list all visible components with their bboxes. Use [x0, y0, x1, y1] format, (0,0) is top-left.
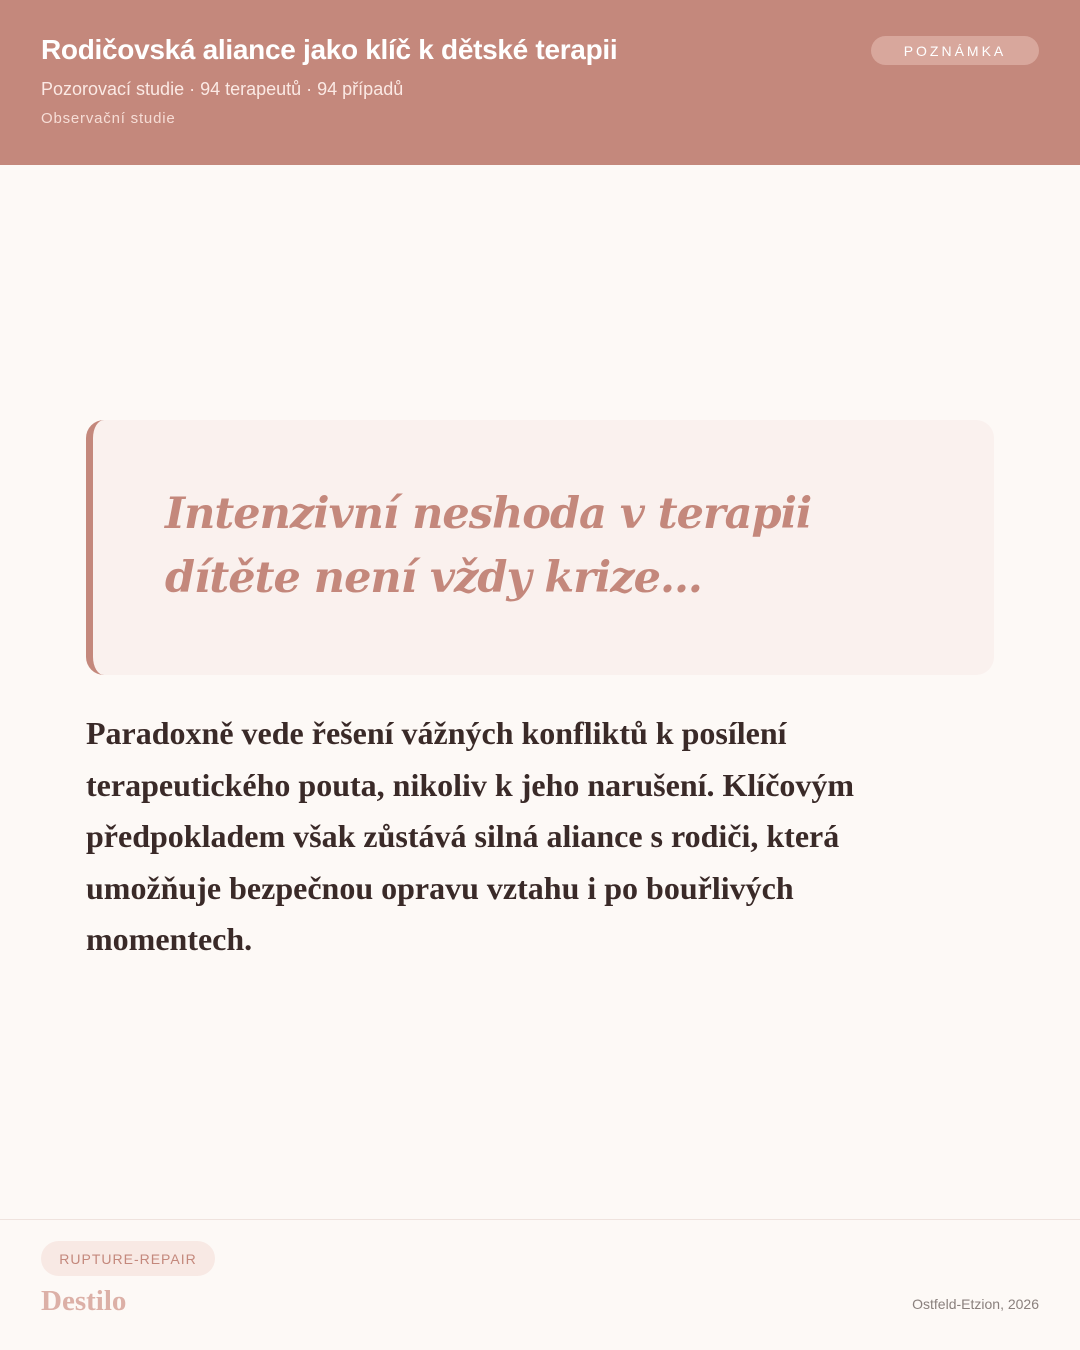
quote-block [86, 420, 994, 675]
brand-logo: Destilo [41, 1285, 127, 1317]
body-paragraph: Paradoxně vede řešení vážných konfliktů k posílení terapeutického pouta, nikoliv k jeho narušení. Klíčovým předpokladem však zůstává silná aliance s rodiči, která umožňuje bezpečnou opravu vztahu i po bouřlivých momentech. [86, 715, 855, 957]
header-banner [0, 0, 1080, 165]
footer-divider [0, 1219, 1080, 1220]
study-type-label: Observační studie [41, 110, 176, 127]
citation-text: Ostfeld-Etzion, 2026 [912, 1296, 1039, 1312]
note-badge: POZNÁMKA [871, 36, 1039, 65]
quote-text: Intenzivní neshoda v terapii dítěte není vždy krize... [165, 489, 812, 603]
page-title: Rodičovská aliance jako klíč k dětské terapii [41, 34, 618, 65]
topic-tag: RUPTURE-REPAIR [41, 1241, 215, 1276]
page-subtitle: Pozorovací studie · 94 terapeutů · 94 případů [41, 79, 404, 99]
